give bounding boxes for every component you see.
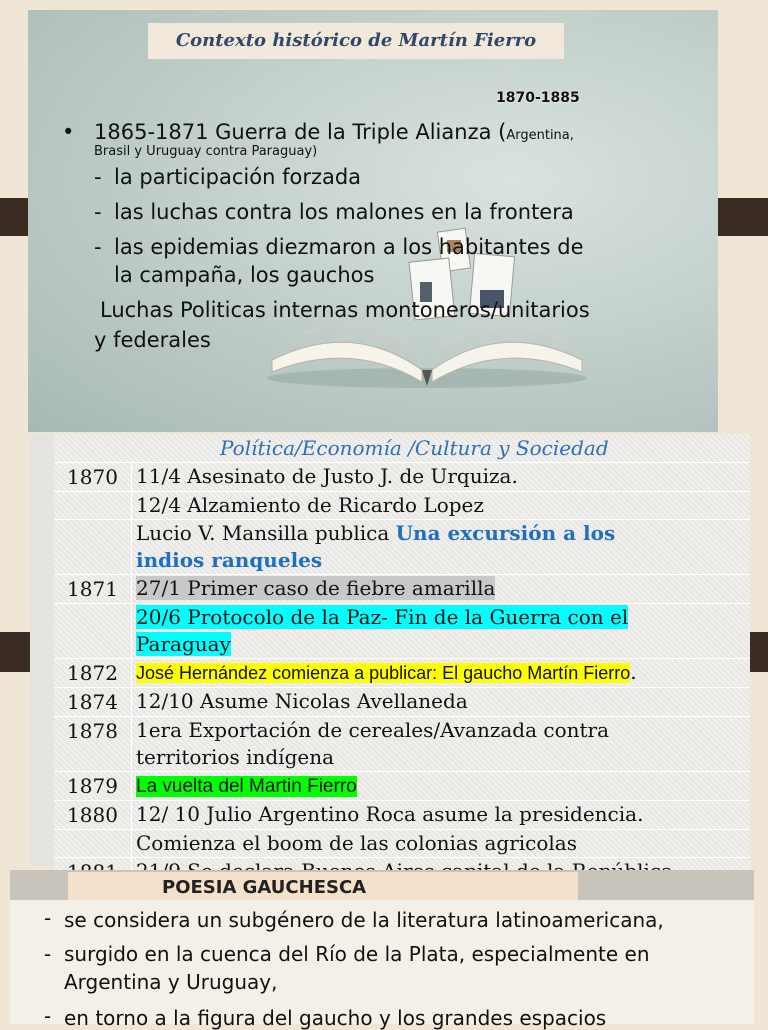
highlighted-event: La vuelta del Martin Fierro (136, 776, 357, 797)
book-title-continuation: indios ranqueles (136, 548, 323, 572)
book-title: Una excursión a los (395, 521, 616, 545)
list-item: las epidemias diezmaron a los habitantes de (114, 235, 584, 259)
year-cell (54, 520, 132, 574)
table-row (54, 801, 750, 830)
highlighted-event: 20/6 Protocolo de la Paz- Fin de la Guerra con el (136, 605, 629, 629)
list-item: las luchas contra los malones en la frontera (114, 200, 574, 224)
table-row (54, 604, 750, 659)
event-cell: 12/4 Alzamiento de Ricardo Lopez (136, 493, 484, 517)
table-row (54, 659, 750, 688)
right-wood-bar-top (718, 198, 768, 236)
list-item: la participación forzada (114, 165, 362, 189)
body-line: en torno a la figura del gaucho y los grandes espacios (64, 1006, 607, 1030)
event-cell (132, 575, 750, 603)
highlighted-event: José Hernández comienza a publicar: El gaucho Martín Fierro (136, 663, 631, 683)
table-row (54, 463, 750, 492)
table-row (54, 520, 750, 575)
year-cell: 1870 (54, 463, 132, 491)
table-row (54, 688, 750, 717)
table-row (54, 772, 750, 801)
bullet-icon: • (62, 120, 75, 144)
year-cell: 1880 (54, 801, 132, 829)
slide-title: POESIA GAUCHESCA (162, 877, 367, 898)
year-cell: 1871 (54, 575, 132, 603)
title-banner (68, 872, 578, 900)
body-line: surgido en la cuenca del Río de la Plata, especialmente en (64, 942, 650, 966)
event-cell: 12/ 10 Julio Argentino Roca asume la presidencia. (136, 802, 644, 826)
body-line: se considera un subgénero de la literatura latinoamericana, (64, 908, 664, 932)
year-cell (54, 830, 132, 857)
list-item-continuation: la campaña, los gauchos (114, 263, 375, 287)
timeline-table (54, 434, 750, 887)
event-text: 1era Exportación de cereales/Avanzada contra (136, 718, 610, 742)
event-tail: . (630, 660, 637, 684)
event-cell (132, 659, 750, 687)
dash-icon: - (44, 1004, 52, 1028)
slide-poesia-gauchesca (10, 870, 754, 1030)
table-row (54, 575, 750, 604)
event-cell (132, 520, 750, 574)
year-cell (54, 604, 132, 658)
internal-struggles-line: Luchas Politicas internas montoneros/unitarios (100, 298, 590, 322)
table-header: Política/Economía /Cultura y Sociedad (54, 434, 750, 463)
year-cell: 1872 (54, 659, 132, 687)
body-line-continuation: Argentina y Uruguay, (64, 970, 278, 994)
table-row (54, 492, 750, 520)
year-cell (54, 492, 132, 519)
event-text: Lucio V. Mansilla publica (136, 521, 396, 545)
highlighted-event: 27/1 Primer caso de fiebre amarilla (136, 576, 496, 600)
dash-icon: - (44, 906, 52, 930)
table-row (54, 717, 750, 772)
slide-title: Contexto histórico de Martín Fierro (175, 30, 537, 51)
slide-timeline-table (30, 434, 750, 866)
title-banner (148, 23, 564, 59)
war-paren-text: Argentina, (506, 128, 574, 143)
internal-struggles-line-2: y federales (94, 328, 211, 352)
event-cell: Comienza el boom de las colonias agricolas (136, 831, 577, 855)
right-wood-bar-bottom (750, 632, 768, 672)
highlighted-event-continuation: Paraguay (136, 632, 231, 656)
left-wood-bar-bottom (0, 632, 30, 672)
event-cell (132, 772, 750, 800)
table-row (54, 830, 750, 858)
year-cell: 1874 (54, 688, 132, 716)
years-label: 1870-1885 (496, 90, 580, 106)
war-main-text: 1865-1871 Guerra de la Triple Alianza ( (94, 120, 507, 144)
event-cell: 12/10 Asume Nicolas Avellaneda (136, 689, 468, 713)
war-heading (94, 120, 574, 144)
dash-icon: - (94, 165, 102, 189)
left-wood-bar-top (0, 198, 28, 236)
dash-icon: - (94, 200, 102, 224)
event-cell (132, 717, 750, 771)
event-text-continuation: territorios indígena (136, 745, 335, 769)
slide-historical-context (28, 10, 718, 432)
war-paren-continuation: Brasil y Uruguay contra Paraguay) (94, 144, 318, 159)
year-cell: 1878 (54, 717, 132, 771)
year-cell: 1879 (54, 772, 132, 800)
dash-icon: - (44, 942, 52, 966)
dash-icon: - (94, 235, 102, 259)
event-cell (132, 604, 750, 658)
event-cell: 11/4 Asesinato de Justo J. de Urquiza. (136, 464, 518, 488)
